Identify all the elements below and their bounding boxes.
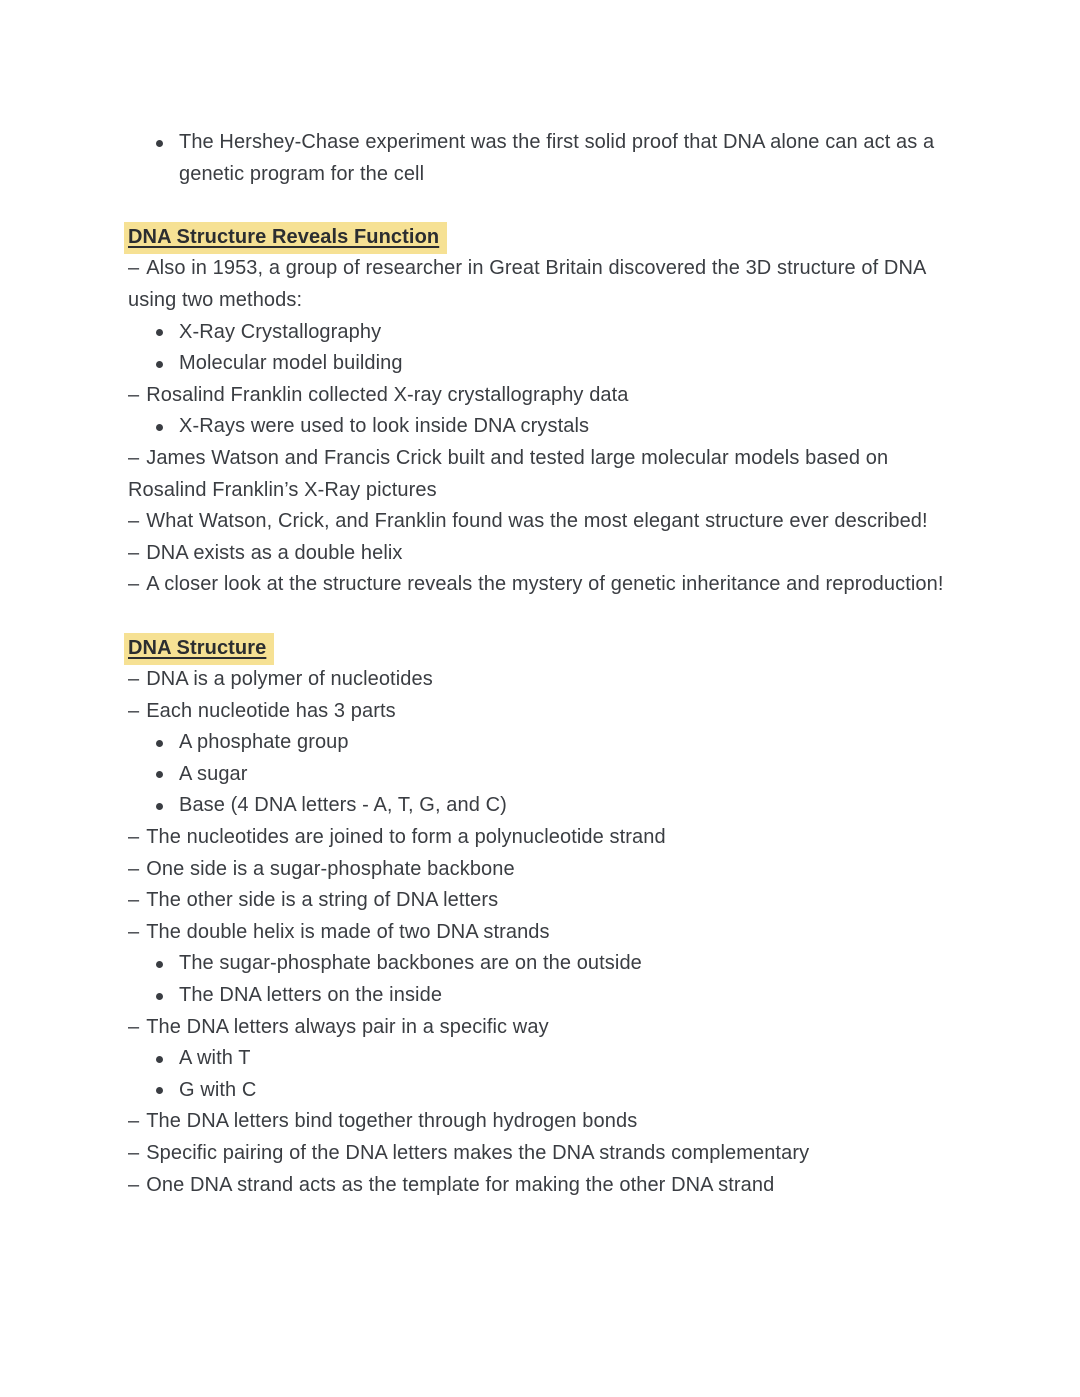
dash-prefix: –: [128, 920, 140, 943]
dash-prefix: –: [128, 857, 140, 880]
bullet-item-text: Base (4 DNA letters - A, T, G, and C): [179, 794, 507, 817]
bullet-list-item: [128, 127, 954, 190]
dash-prefix: –: [128, 1173, 140, 1196]
dash-prefix: –: [128, 1142, 140, 1164]
bullet-item-text: G with C: [179, 1078, 257, 1101]
bullet-icon: [156, 424, 163, 431]
bullet-list-item: [128, 348, 954, 380]
dash-note-line: [128, 885, 954, 917]
note-text: Rosalind Franklin collected X-ray crystallography data: [146, 383, 629, 406]
dash-prefix: –: [128, 573, 140, 596]
note-text: Also in 1953, a group of researcher in Great Britain discovered the 3D structure of DNA using two methods:: [128, 257, 926, 311]
note-text: One side is a sugar-phosphate backbone: [146, 857, 515, 880]
note-text: DNA is a polymer of nucleotides: [146, 668, 433, 691]
section-heading: [128, 222, 954, 254]
dash-prefix: –: [128, 699, 140, 722]
bullet-list-item: [128, 948, 954, 980]
bullet-icon: [156, 329, 163, 336]
note-text: One DNA strand acts as the template for making the other DNA strand: [146, 1173, 775, 1196]
note-text: Specific pairing of the DNA letters makes the DNA strands complementary: [146, 1142, 810, 1164]
dash-note-line: [128, 1138, 954, 1170]
bullet-icon: [156, 771, 163, 778]
dash-note-line: [128, 506, 954, 538]
bullet-list-item: [128, 790, 954, 822]
note-text: A closer look at the structure reveals the mystery of genetic inheritance and reproduction!: [146, 573, 944, 596]
bullet-icon: [156, 1056, 163, 1063]
bullet-list-item: [128, 980, 954, 1012]
note-text: The DNA letters always pair in a specific way: [146, 1015, 549, 1038]
bullet-list-item: [128, 317, 954, 349]
bullet-item-text: A with T: [179, 1047, 251, 1070]
dash-prefix: –: [128, 510, 140, 533]
notes-content: [128, 127, 954, 1201]
bullet-item-text: A phosphate group: [179, 731, 349, 754]
dash-prefix: –: [128, 257, 140, 280]
dash-note-line: [128, 664, 954, 696]
note-text: James Watson and Francis Crick built and tested large molecular models based on Rosalind Franklin’s X-Ray pictures: [128, 446, 889, 501]
dash-prefix: –: [128, 668, 140, 691]
bullet-list-item: [128, 759, 954, 791]
bullet-icon: [156, 993, 163, 1000]
bullet-item-text: The Hershey-Chase experiment was the first solid proof that DNA alone can act as a genetic program for the cell: [179, 131, 935, 185]
dash-note-line: [128, 1170, 954, 1202]
note-text: What Watson, Crick, and Franklin found was the most elegant structure ever described!: [146, 510, 928, 533]
dash-note-line: [128, 538, 954, 570]
dash-note-line: [128, 696, 954, 728]
bullet-list-item: [128, 1075, 954, 1107]
dash-note-line: [128, 1012, 954, 1044]
dash-prefix: –: [128, 826, 140, 849]
note-text: The nucleotides are joined to form a polynucleotide strand: [146, 826, 666, 849]
section-heading-text: DNA Structure Reveals Function: [124, 222, 447, 254]
bullet-icon: [156, 740, 163, 747]
note-text: The DNA letters bind together through hydrogen bonds: [146, 1110, 638, 1133]
dash-note-line: [128, 1106, 954, 1138]
bullet-item-text: X-Ray Crystallography: [179, 320, 382, 343]
section-heading-text: DNA Structure: [124, 633, 274, 665]
dash-note-line: [128, 854, 954, 886]
note-text: The double helix is made of two DNA strands: [146, 920, 550, 943]
bullet-item-text: X-Rays were used to look inside DNA crystals: [179, 415, 590, 438]
bullet-icon: [156, 361, 163, 368]
dash-prefix: –: [128, 1015, 140, 1038]
dash-note-line: [128, 917, 954, 949]
blank-line: [128, 601, 954, 633]
dash-note-line: [128, 569, 954, 601]
bullet-item-text: The DNA letters on the inside: [179, 984, 443, 1007]
bullet-list-item: [128, 727, 954, 759]
blank-line: [128, 190, 954, 222]
bullet-icon: [156, 961, 163, 968]
bullet-item-text: Molecular model building: [179, 352, 403, 375]
dash-note-line: [128, 380, 954, 412]
bullet-list-item: [128, 1043, 954, 1075]
dash-note-line: [128, 253, 954, 316]
dash-prefix: –: [128, 446, 140, 469]
note-text: Each nucleotide has 3 parts: [146, 699, 396, 722]
note-text: The other side is a string of DNA letters: [146, 889, 499, 912]
bullet-icon: [156, 1087, 163, 1094]
dash-note-line: [128, 443, 954, 506]
dash-prefix: –: [128, 1110, 140, 1133]
bullet-icon: [156, 140, 163, 147]
bullet-item-text: The sugar-phosphate backbones are on the outside: [179, 952, 642, 975]
dash-prefix: –: [128, 383, 140, 406]
note-text: DNA exists as a double helix: [146, 541, 403, 564]
bullet-list-item: [128, 411, 954, 443]
dash-note-line: [128, 822, 954, 854]
dash-prefix: –: [128, 541, 140, 564]
bullet-item-text: A sugar: [179, 762, 248, 785]
dash-prefix: –: [128, 889, 140, 912]
section-heading: [128, 633, 954, 665]
bullet-icon: [156, 803, 163, 810]
